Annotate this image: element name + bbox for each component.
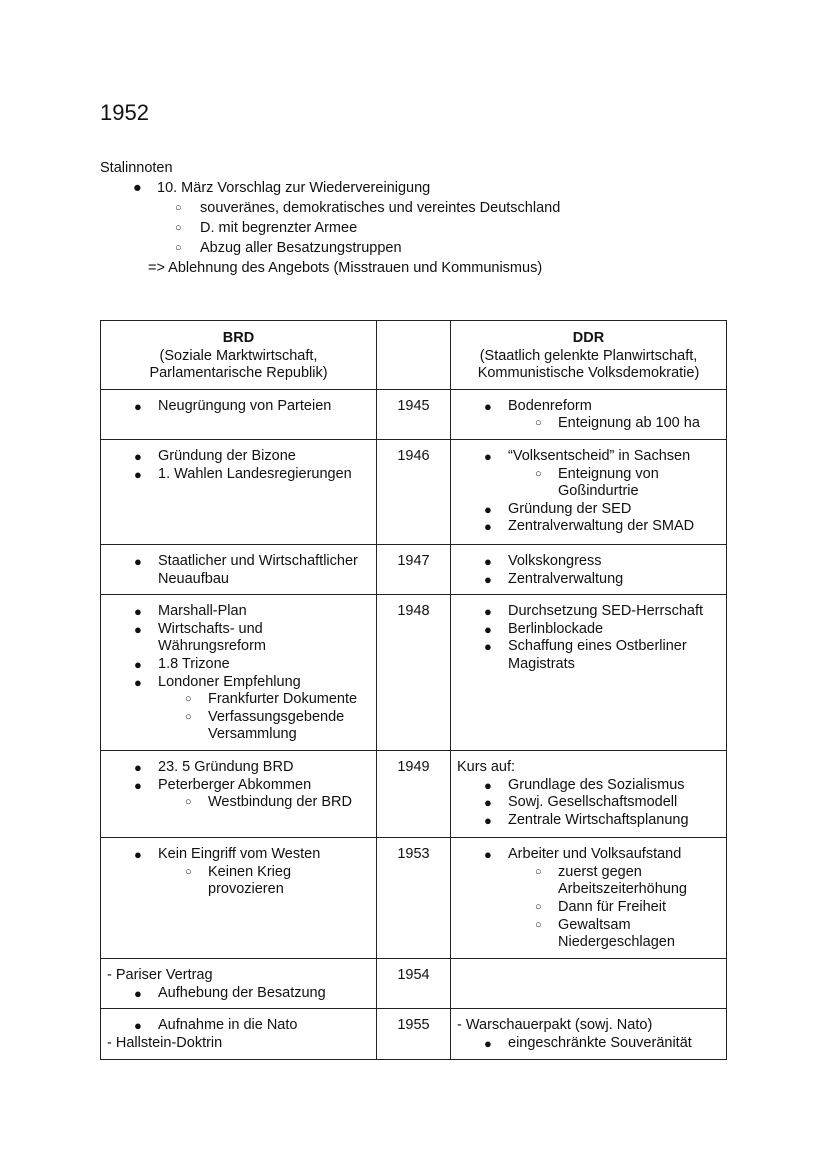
circle-bullet-icon: ○	[175, 222, 182, 234]
table-row	[101, 389, 727, 439]
list-item	[457, 621, 720, 639]
list-item-text: Neugrüngung von Parteien	[158, 397, 332, 414]
list-item	[457, 846, 720, 864]
list-item-text: 1. Wahlen Landesregierungen	[158, 465, 352, 482]
list-item	[107, 846, 370, 864]
brd-cell	[101, 544, 377, 594]
header-ddr-subtitle: (Staatlich gelenkte Planwirtschaft, Kommunistische Volksdemokratie)	[477, 347, 700, 382]
table-row	[101, 1009, 727, 1060]
bullet-icon: ●	[134, 777, 142, 793]
list-item	[457, 812, 720, 830]
list-item	[107, 794, 370, 812]
list-item-text: Dann für Freiheit	[558, 898, 666, 915]
brd-cell	[101, 439, 377, 544]
table-row	[101, 838, 727, 959]
list-item-text: Grundlage des Sozialismus	[508, 776, 685, 793]
list-item-text: Westbindung der BRD	[208, 794, 353, 811]
list-item-text: Marshall-Plan	[158, 603, 247, 620]
notes-heading: Stalinnoten	[100, 160, 173, 176]
bullet-icon: ●	[484, 795, 492, 811]
list-item	[107, 759, 370, 777]
bullet-icon: ●	[484, 571, 492, 587]
notes-subpoint-text: D. mit begrenzter Armee	[200, 220, 358, 236]
list-item-text: - Warschauerpakt (sowj. Nato)	[457, 1017, 653, 1034]
ddr-cell	[451, 751, 727, 838]
ddr-cell	[451, 595, 727, 751]
list-item	[457, 518, 720, 536]
circle-bullet-icon: ○	[185, 693, 192, 706]
list-item-text: Sowj. Gesellschaftsmodell	[508, 794, 678, 811]
list-item-text: Gewaltsam Niedergeschlagen	[558, 916, 675, 951]
notes-subpoint	[100, 198, 560, 218]
list-item-text: Volkskongress	[508, 552, 602, 569]
ddr-cell	[451, 838, 727, 959]
list-item-text: Keinen Krieg provozieren	[208, 863, 292, 898]
circle-bullet-icon: ○	[535, 918, 542, 931]
list-item-text: - Pariser Vertrag	[107, 967, 213, 984]
bullet-icon: ●	[484, 553, 492, 569]
list-item	[457, 638, 720, 673]
list-item-text: Enteignung von Goßindurtrie	[558, 465, 659, 500]
list-item-text: eingeschränkte Souveränität	[508, 1034, 692, 1051]
notes-point-text: 10. März Vorschlag zur Wiedervereinigung	[157, 180, 431, 196]
table-row	[101, 544, 727, 594]
bullet-icon: ●	[134, 398, 142, 414]
circle-bullet-icon: ○	[175, 202, 182, 214]
bullet-icon: ●	[134, 674, 142, 690]
page-title: 1952	[100, 100, 149, 125]
list-item	[107, 1017, 370, 1035]
list-item	[457, 777, 720, 795]
circle-bullet-icon: ○	[185, 865, 192, 878]
list-item-text: Arbeiter und Volksaufstand	[508, 846, 682, 863]
year-cell: 1946	[377, 439, 451, 544]
list-item-text: Aufhebung der Besatzung	[158, 984, 326, 1001]
list-item	[107, 864, 370, 899]
circle-bullet-icon: ○	[185, 796, 192, 809]
circle-bullet-icon: ○	[535, 865, 542, 878]
year-cell: 1954	[377, 959, 451, 1009]
brd-cell	[101, 389, 377, 439]
list-item-text: Aufnahme in die Nato	[158, 1017, 298, 1034]
brd-cell	[101, 595, 377, 751]
bullet-icon: ●	[484, 639, 492, 655]
year-cell: 1955	[377, 1009, 451, 1060]
ddr-cell	[451, 544, 727, 594]
bullet-icon: ●	[134, 847, 142, 863]
list-item	[107, 603, 370, 621]
bullet-icon: ●	[134, 760, 142, 776]
list-item	[457, 759, 720, 777]
bullet-icon: ●	[484, 398, 492, 414]
list-item	[107, 1035, 370, 1053]
list-item-text: Kurs auf:	[457, 759, 516, 776]
list-item-text: Staatlicher und Wirtschaftlicher Neuaufbau	[158, 552, 358, 587]
bullet-icon: ●	[134, 985, 142, 1001]
list-item	[457, 398, 720, 416]
list-item-text: Zentrale Wirtschaftsplanung	[508, 811, 689, 828]
notes-point	[100, 178, 560, 198]
table-header-row	[101, 321, 727, 390]
bullet-icon: ●	[134, 656, 142, 672]
list-item-text: Zentralverwaltung der SMAD	[508, 518, 695, 535]
bullet-icon: ●	[134, 1018, 142, 1034]
list-item-text: Verfassungsgebende Versammlung	[208, 708, 345, 743]
year-cell: 1945	[377, 389, 451, 439]
list-item	[107, 621, 370, 656]
bullet-icon: ●	[134, 448, 142, 464]
bullet-icon: ●	[484, 604, 492, 620]
brd-cell	[101, 751, 377, 838]
bullet-icon: ●	[134, 621, 142, 637]
brd-cell	[101, 838, 377, 959]
list-item	[107, 398, 370, 416]
list-item-text: Durchsetzung SED-Herrschaft	[508, 603, 704, 620]
circle-bullet-icon: ○	[535, 467, 542, 480]
ddr-cell	[451, 1009, 727, 1060]
list-item	[457, 1035, 720, 1053]
year-cell: 1953	[377, 838, 451, 959]
list-item	[457, 603, 720, 621]
table-row	[101, 959, 727, 1009]
notes-subpoint	[100, 238, 560, 258]
list-item-text: Frankfurter Dokumente	[208, 691, 358, 708]
list-item-text: Gründung der SED	[508, 500, 632, 517]
list-item-text: Zentralverwaltung	[508, 570, 624, 587]
year-cell: 1949	[377, 751, 451, 838]
list-item	[107, 553, 370, 588]
ddr-cell	[451, 439, 727, 544]
list-item	[457, 448, 720, 466]
list-item	[457, 466, 720, 501]
list-item-text: Schaffung eines Ostberliner Magistrats	[508, 638, 687, 672]
bullet-icon: ●	[484, 847, 492, 863]
circle-bullet-icon: ○	[535, 900, 542, 913]
bullet-icon: ●	[484, 1035, 492, 1051]
list-item-text: zuerst gegen Arbeitszeiterhöhung	[558, 863, 687, 898]
list-item	[457, 794, 720, 812]
bullet-icon: ●	[484, 621, 492, 637]
list-item-text: Peterberger Abkommen	[158, 776, 312, 793]
table-row	[101, 595, 727, 751]
list-item-text: Wirtschafts- und Währungsreform	[158, 620, 266, 655]
bullet-icon: ●	[484, 501, 492, 517]
ddr-cell	[451, 959, 727, 1009]
list-item	[457, 553, 720, 571]
table-row	[101, 751, 727, 838]
bullet-icon: ●	[134, 466, 142, 482]
list-item	[107, 967, 370, 985]
bullet-icon: ●	[484, 777, 492, 793]
list-item-text: 23. 5 Gründung BRD	[158, 759, 294, 776]
bullet-icon: ●	[133, 180, 142, 196]
header-ddr	[451, 321, 727, 390]
comparison-table	[100, 320, 727, 1060]
list-item	[457, 571, 720, 589]
bullet-icon: ●	[134, 604, 142, 620]
table-row	[101, 439, 727, 544]
list-item	[107, 448, 370, 466]
stalin-notes-section	[100, 158, 560, 278]
list-item-text: “Volksentscheid” in Sachsen	[508, 447, 691, 464]
ddr-cell	[451, 389, 727, 439]
year-cell: 1948	[377, 595, 451, 751]
list-item	[107, 656, 370, 674]
list-item-text: Kein Eingriff vom Westen	[158, 846, 321, 863]
list-item	[107, 466, 370, 484]
list-item	[457, 415, 720, 433]
brd-cell	[101, 959, 377, 1009]
notes-subpoint-text: souveränes, demokratisches und vereintes Deutschland	[200, 200, 561, 216]
notes-subpoint	[100, 218, 560, 238]
bullet-icon: ●	[484, 448, 492, 464]
list-item-text: Londoner Empfehlung	[158, 673, 301, 690]
circle-bullet-icon: ○	[185, 710, 192, 723]
header-brd-subtitle: (Soziale Marktwirtschaft, Parlamentarische Republik)	[149, 347, 328, 382]
circle-bullet-icon: ○	[535, 417, 542, 430]
list-item-text: 1.8 Trizone	[158, 655, 230, 672]
header-ddr-title: DDR	[572, 330, 605, 346]
bullet-icon: ●	[134, 553, 142, 569]
list-item-text: Bodenreform	[508, 397, 592, 414]
list-item-text: Berlinblockade	[508, 620, 604, 637]
list-item	[107, 709, 370, 744]
list-item-text: Gründung der Bizone	[158, 447, 296, 464]
header-year	[377, 321, 451, 390]
header-brd-title: BRD	[222, 330, 255, 346]
list-item	[457, 899, 720, 917]
list-item	[457, 501, 720, 519]
brd-cell	[101, 1009, 377, 1060]
list-item	[107, 691, 370, 709]
notes-subpoint-text: Abzug aller Besatzungstruppen	[200, 240, 402, 256]
list-item	[107, 985, 370, 1003]
list-item	[457, 917, 720, 952]
list-item-text: - Hallstein-Doktrin	[107, 1034, 223, 1051]
bullet-icon: ●	[484, 812, 492, 828]
header-brd	[101, 321, 377, 390]
list-item	[107, 674, 370, 692]
notes-conclusion: => Ablehnung des Angebots (Misstrauen und Kommunismus)	[148, 260, 543, 276]
list-item-text: Enteignung ab 100 ha	[558, 415, 700, 432]
year-cell: 1947	[377, 544, 451, 594]
bullet-icon: ●	[484, 519, 492, 535]
list-item	[457, 864, 720, 899]
list-item	[107, 777, 370, 795]
circle-bullet-icon: ○	[175, 242, 182, 254]
list-item	[457, 1017, 720, 1035]
